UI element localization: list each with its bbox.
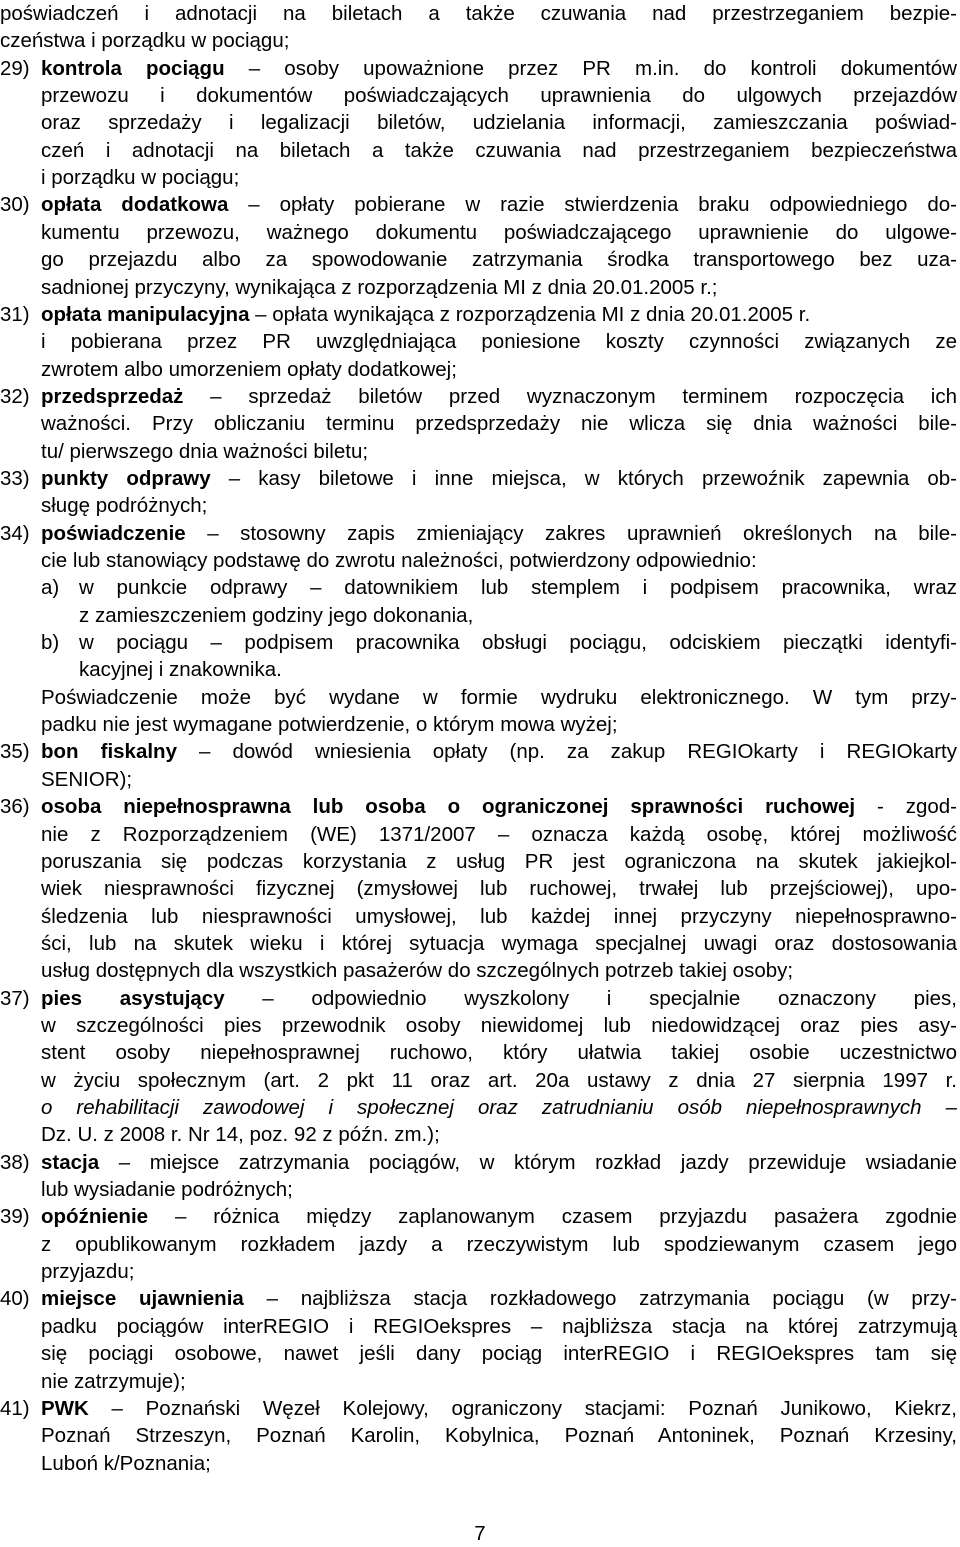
text-line <box>0 27 960 54</box>
sub-item-text: kacyjnej i znakownika. <box>79 658 282 682</box>
defined-term: opóźnienie <box>41 1205 149 1229</box>
definition-text <box>41 191 957 218</box>
text-line <box>0 492 960 519</box>
definition-text <box>41 520 957 547</box>
paragraph-text: przewozu i dokumentów poświadczających uprawnienia do ulgowych przejazdów <box>41 84 957 108</box>
definition-body: – osoby upoważnione przez PR m.in. do kontroli dokumentów <box>224 56 957 80</box>
text-line <box>0 55 960 82</box>
text-line <box>0 246 960 273</box>
sub-item-text: z zamieszczeniem godziny jego dokonania, <box>79 603 474 627</box>
paragraph-text: padku pociągów interREGIO i REGIOekspres – najbliższa stacja na której zatrzymują <box>41 1314 957 1338</box>
text-line <box>0 574 960 601</box>
definition-body: – opłaty pobierane w razie stwierdzenia braku odpowiedniego do- <box>228 193 957 217</box>
text-line <box>0 465 960 492</box>
paragraph-text: przyjazdu; <box>41 1260 135 1284</box>
paragraph-text: cie lub stanowiący podstawę do zwrotu należności, potwierdzony odpowiednio: <box>41 549 757 572</box>
text-line <box>0 903 960 930</box>
text-line <box>0 1231 960 1258</box>
definition-text <box>41 985 957 1012</box>
paragraph-text: czeń i adnotacji na biletach a także czuwania nad przestrzeganiem bezpieczeństwa <box>41 138 957 162</box>
definition-body: – odpowiednio wyszkolony i specjalnie oznaczony pies, <box>224 986 957 1010</box>
text-line <box>0 1450 960 1477</box>
text-line <box>0 301 960 328</box>
definition-body: – kasy biletowe i inne miejsca, w których przewoźnik zapewnia ob- <box>210 466 957 490</box>
text-line <box>0 1313 960 1340</box>
paragraph-text: i pobierana przez PR uwzględniająca poniesione koszty czynności związanych ze <box>41 330 957 354</box>
definition-text <box>41 1395 957 1422</box>
definition-body: - zgod- <box>855 795 957 819</box>
sub-item-letter: b) <box>41 631 60 655</box>
item-number: 39) <box>0 1205 30 1229</box>
page-number: 7 <box>474 1522 486 1545</box>
paragraph-text: czeństwa i porządku w pociągu; <box>0 29 290 53</box>
text-line <box>0 219 960 246</box>
definition-text <box>41 1203 957 1230</box>
defined-term: punkty odprawy <box>41 466 211 490</box>
defined-term: stacja <box>41 1150 100 1174</box>
paragraph-text: padku nie jest wymagane potwierdzenie, o którym mowa wyżej; <box>41 713 618 737</box>
paragraph-text: SENIOR); <box>41 767 133 791</box>
text-line <box>0 602 960 629</box>
definition-body: – miejsce zatrzymania pociągów, w którym rozkład jazdy przewiduje wsiadanie <box>99 1150 957 1174</box>
text-line <box>0 711 960 738</box>
text-line <box>0 793 960 820</box>
defined-term: kontrola pociągu <box>41 56 225 80</box>
text-line <box>0 0 960 27</box>
paragraph-text: wiek niesprawności fizycznej (zmysłowej lub ruchowej, trwałej lub przejściowej), upo- <box>41 877 957 901</box>
text-line <box>0 1094 960 1121</box>
paragraph-text: kumentu przewozu, ważnego dokumentu poświadczającego uprawnienie do ulgowe- <box>41 220 957 244</box>
definition-text <box>41 55 957 82</box>
paragraph-text: sługę podróżnych; <box>41 494 208 518</box>
text-line <box>0 274 960 301</box>
defined-term: pies asystujący <box>41 986 225 1010</box>
paragraph-text: oraz sprzedaży i legalizacji biletów, udzielania informacji, zamieszczania poświad- <box>41 111 957 135</box>
definition-text <box>41 793 957 820</box>
paragraph-text: sadnionej przyczyny, wynikająca z rozporządzenia MI z dnia 20.01.2005 r.; <box>41 275 718 299</box>
text-line <box>0 985 960 1012</box>
item-number: 35) <box>0 740 30 764</box>
paragraph-text: w szczególności pies przewodnik osoby niewidomej lub niedowidzącej oraz pies asy- <box>41 1013 957 1037</box>
text-line <box>0 1012 960 1039</box>
text-line <box>0 137 960 164</box>
text-line <box>0 547 960 574</box>
definition-text <box>41 465 957 492</box>
definition-text <box>41 301 957 328</box>
item-number: 29) <box>0 56 30 80</box>
text-line <box>0 1285 960 1312</box>
paragraph-text: Luboń k/Poznania; <box>41 1451 211 1475</box>
text-line <box>0 684 960 711</box>
paragraph-text: zwrotem albo umorzeniem opłaty dodatkowej; <box>41 357 457 381</box>
text-line <box>0 1121 960 1148</box>
paragraph-text: się pociągi osobowe, nawet jeśli dany pociąg interREGIO i REGIOekspres tam się <box>41 1342 957 1366</box>
paragraph-text: w życiu społecznym (art. 2 pkt 11 oraz art. 20a ustawy z dnia 27 sierpnia 1997 r. <box>41 1068 957 1092</box>
paragraph-text: tu/ pierwszego dnia ważności biletu; <box>41 439 369 463</box>
text-line <box>0 875 960 902</box>
italic-citation: o rehabilitacji zawodowej i społecznej oraz zatrudnianiu osób niepełnosprawnych – <box>41 1096 957 1119</box>
text-line <box>0 821 960 848</box>
sub-item-letter: a) <box>41 576 60 600</box>
definition-body: – sprzedaż biletów przed wyznaczonym terminem rozpoczęcia ich <box>183 384 957 408</box>
item-number: 40) <box>0 1287 30 1311</box>
paragraph-text: Poznań Strzeszyn, Poznań Karolin, Kobylnica, Poznań Antoninek, Poznań Krzesiny, <box>41 1424 957 1448</box>
paragraph-text: ści, lub na skutek wieku i której sytuacja wymaga specjalnej uwagi oraz dostosowania <box>41 931 957 955</box>
definition-text <box>41 1285 957 1312</box>
defined-term: osoba niepełnosprawna lub osoba o ograniczonej sprawności ruchowej <box>41 795 856 819</box>
text-line <box>0 191 960 218</box>
text-line <box>0 109 960 136</box>
paragraph-text: poruszania się podczas korzystania z usług PR jest ograniczona na skutek jakiejkol- <box>41 849 957 873</box>
defined-term: opłata dodatkowa <box>41 193 229 217</box>
sub-item-text: w pociągu – podpisem pracownika obsługi pociągu, odciskiem pieczątki identyfi- <box>79 631 957 655</box>
text-line <box>0 1422 960 1449</box>
text-line <box>0 1203 960 1230</box>
defined-term: przedsprzedaż <box>41 384 184 408</box>
text-line <box>0 438 960 465</box>
text-line <box>0 738 960 765</box>
text-line <box>0 1039 960 1066</box>
item-number: 32) <box>0 384 30 408</box>
definition-body: – Poznański Węzeł Kolejowy, ograniczony stacjami: Poznań Junikowo, Kiekrz, <box>88 1396 957 1420</box>
item-number: 37) <box>0 986 30 1010</box>
item-number: 41) <box>0 1396 30 1420</box>
paragraph-text: nie zatrzymuje); <box>41 1369 186 1393</box>
text-line <box>0 356 960 383</box>
text-line <box>0 766 960 793</box>
paragraph-text: stent osoby niepełnosprawnej ruchowo, który ułatwia takiej osobie uczestnictwo <box>41 1041 957 1065</box>
item-number: 36) <box>0 795 30 819</box>
paragraph-text: go przejazdu albo za spowodowanie zatrzymania środka transportowego bez uza- <box>41 248 957 272</box>
paragraph-text: nie z Rozporządzeniem (WE) 1371/2007 – oznacza każdą osobę, której możliwość <box>41 822 957 846</box>
defined-term: opłata manipulacyjna <box>41 302 250 326</box>
text-line <box>0 1067 960 1094</box>
definition-text <box>41 1149 957 1176</box>
definition-body: – różnica między zaplanowanym czasem przyjazdu pasażera zgodnie <box>148 1205 957 1229</box>
text-line <box>0 520 960 547</box>
text-line <box>0 1149 960 1176</box>
defined-term: poświadczenie <box>41 521 186 545</box>
paragraph-text: lub wysiadanie podróżnych; <box>41 1178 293 1202</box>
defined-term: miejsce ujawnienia <box>41 1287 244 1311</box>
text-line <box>0 82 960 109</box>
text-line <box>0 1258 960 1285</box>
text-line <box>0 1176 960 1203</box>
item-number: 31) <box>0 302 30 326</box>
paragraph-text: Poświadczenie może być wydane w formie wydruku elektronicznego. W tym przy- <box>41 685 957 709</box>
paragraph-text: z opublikowanym rozkładem jazdy a rzeczywistym lub spodziewanym czasem jego <box>41 1232 957 1256</box>
text-line <box>0 1368 960 1395</box>
definition-body: – najbliższa stacja rozkładowego zatrzymania pociągu (w przy- <box>243 1287 957 1311</box>
paragraph-text: usług dostępnych dla wszystkich pasażerów do szczególnych potrzeb takiej osoby; <box>41 959 794 983</box>
paragraph-text: ważności. Przy obliczaniu terminu przedsprzedaży nie wlicza się dnia ważności bile- <box>41 412 957 436</box>
item-number: 33) <box>0 466 30 490</box>
paragraph-text: Dz. U. z 2008 r. Nr 14, poz. 92 z późn. zm.); <box>41 1123 440 1147</box>
text-line <box>0 410 960 437</box>
definition-body: – dowód wniesienia opłaty (np. za zakup REGIOkarty i REGIOkarty <box>176 740 958 764</box>
item-number: 34) <box>0 521 30 545</box>
text-line <box>0 164 960 191</box>
paragraph-text: poświadczeń i adnotacji na biletach a także czuwania nad przestrzeganiem bezpie- <box>0 2 957 25</box>
defined-term: bon fiskalny <box>41 740 177 764</box>
text-line <box>0 383 960 410</box>
text-line <box>0 629 960 656</box>
item-number: 38) <box>0 1150 30 1174</box>
text-line <box>0 328 960 355</box>
paragraph-text: i porządku w pociągu; <box>41 166 240 190</box>
definition-body: – stosowny zapis zmieniający zakres uprawnień określonych na bile- <box>185 521 957 545</box>
text-line <box>0 848 960 875</box>
text-line <box>0 1395 960 1422</box>
definition-text <box>41 383 957 410</box>
text-line <box>0 957 960 984</box>
paragraph-text: śledzenia lub niesprawności umysłowej, lub każdej innej przyczyny niepełnosprawno- <box>41 904 957 928</box>
text-line <box>0 656 960 683</box>
text-line <box>0 1340 960 1367</box>
defined-term: PWK <box>41 1396 89 1420</box>
definition-text <box>41 738 957 765</box>
sub-item-text: w punkcie odprawy – datownikiem lub stemplem i podpisem pracownika, wraz <box>79 576 957 600</box>
item-number: 30) <box>0 193 30 217</box>
text-line <box>0 930 960 957</box>
definition-body: – opłata wynikająca z rozporządzenia MI z dnia 20.01.2005 r. <box>249 302 811 326</box>
